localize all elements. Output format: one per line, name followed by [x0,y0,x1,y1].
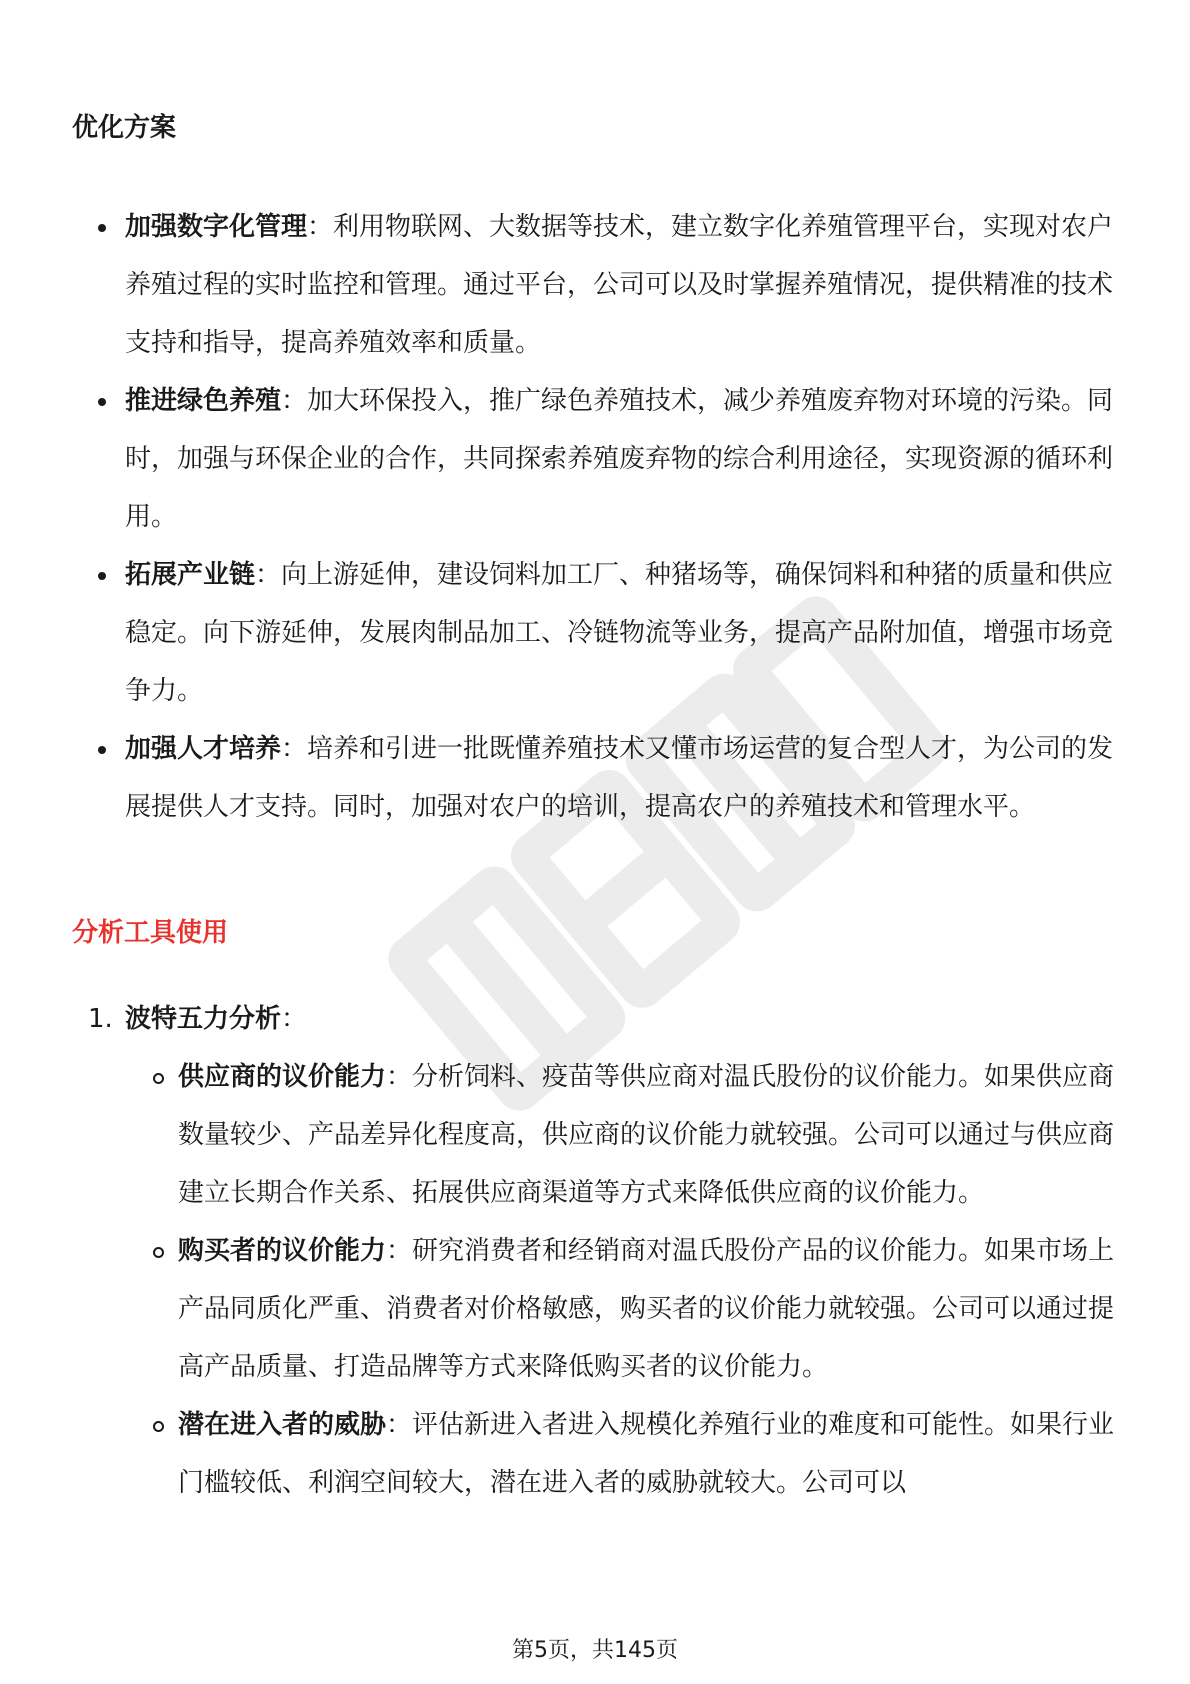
sub-item-text: ：评估新进入者进入规模化养殖行业的难度和可能性。如果行业门槛较低、利润空间较大，潜在进入者的威胁就较大。公司可以 [178,1410,1115,1498]
section-heading-tools: 分析工具使用 [72,918,229,948]
sub-list [125,1048,1122,1512]
numbered-item [72,990,1122,1512]
bullet-icon [98,224,106,232]
circle-bullet-icon [153,1073,164,1084]
item-text: ：加大环保投入，推广绿色养殖技术，减少养殖废弃物对环境的污染。同时，加强与环保企业的合作，共同探索养殖废弃物的综合利用途径，实现资源的循环利用。 [125,386,1114,532]
sub-item-text: ：研究消费者和经销商对温氏股份产品的议价能力。如果市场上产品同质化严重、消费者对价格敏感，购买者的议价能力就较强。公司可以通过提高产品质量、打造品牌等方式来降低购买者的议价能力。 [178,1236,1115,1382]
list-item [72,372,1122,546]
circle-bullet-icon [153,1421,164,1432]
tools-list [72,990,1122,1512]
item-text: ：向上游延伸，建设饲料加工厂、种猪场等，确保饲料和种猪的质量和供应稳定。向下游延伸，发展肉制品加工、冷链物流等业务，提高产品附加值，增强市场竞争力。 [125,560,1114,706]
section-heading-optimization: 优化方案 [72,113,177,143]
list-item [72,198,1122,372]
sub-item-term: 潜在进入者的威胁 [178,1410,387,1440]
circle-bullet-icon [153,1247,164,1258]
page-footer: 第5页，共145页 [512,1638,678,1663]
bullet-icon [98,572,106,580]
item-term: 拓展产业链 [125,560,256,590]
sub-list-item [125,1222,1122,1396]
sub-item-text: ：分析饲料、疫苗等供应商对温氏股份的议价能力。如果供应商数量较少、产品差异化程度高，供应商的议价能力就较强。公司可以通过与供应商建立长期合作关系、拓展供应商渠道等方式来降低供应商的议价能力。 [178,1062,1115,1208]
sub-list-item [125,1396,1122,1512]
bullet-icon [98,398,106,406]
item-text: ：培养和引进一批既懂养殖技术又懂市场运营的复合型人才，为公司的发展提供人才支持。同时，加强对农户的培训，提高农户的养殖技术和管理水平。 [125,734,1114,822]
item-term: 推进绿色养殖 [125,386,282,416]
item-term: 波特五力分析 [125,1004,282,1034]
item-term: 加强人才培养 [125,734,282,764]
bullet-icon [98,746,106,754]
sub-item-term: 购买者的议价能力 [178,1236,387,1266]
list-item [72,546,1122,720]
item-text: ： [281,1004,308,1034]
item-text: ：利用物联网、大数据等技术，建立数字化养殖管理平台，实现对农户养殖过程的实时监控和管理。通过平台，公司可以及时掌握养殖情况，提供精准的技术支持和指导，提高养殖效率和质量。 [125,212,1114,358]
sub-list-item [125,1048,1122,1222]
number-marker: 1. [88,1004,113,1034]
item-term: 加强数字化管理 [125,212,308,242]
sub-item-term: 供应商的议价能力 [178,1062,387,1092]
optimization-list [72,198,1122,836]
list-item [72,720,1122,836]
